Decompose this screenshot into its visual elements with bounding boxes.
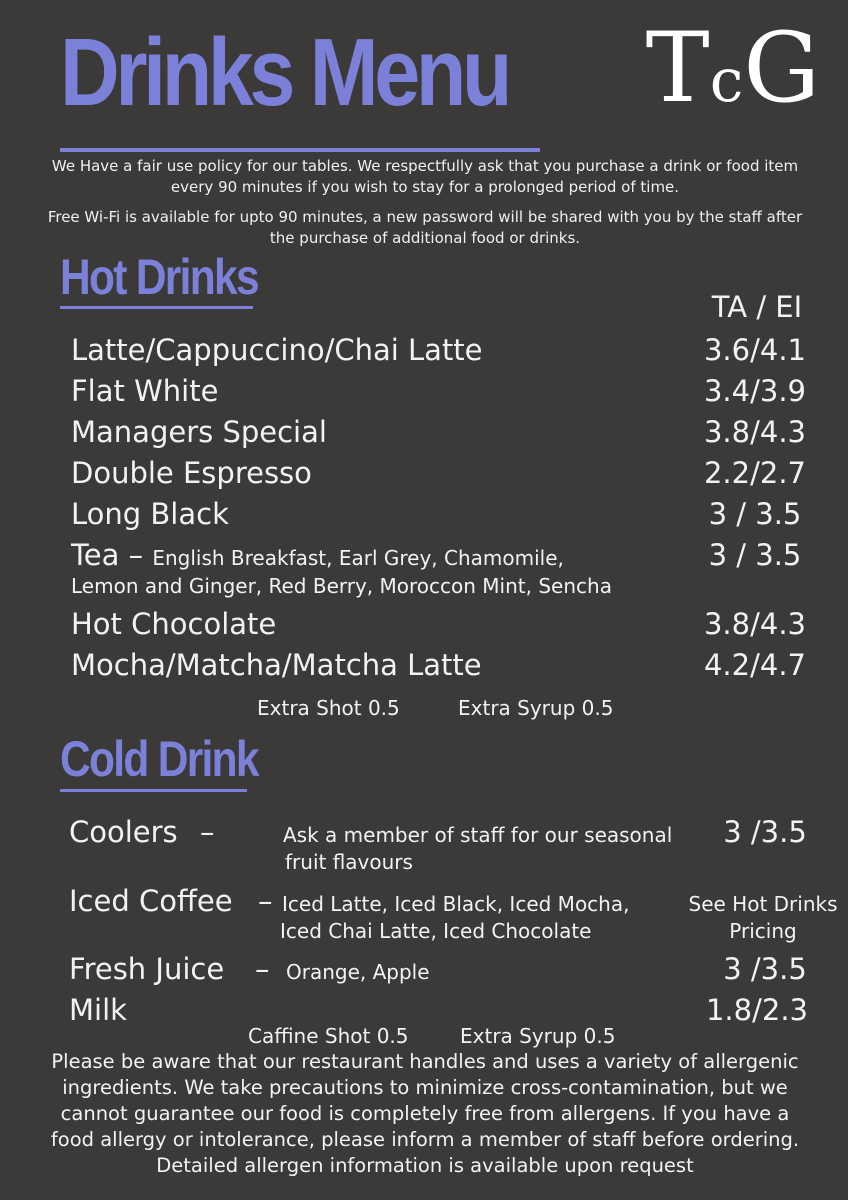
menu-item-price: 3.4/3.9	[703, 374, 806, 408]
menu-item-name: Coolers	[69, 815, 178, 849]
menu-item-tea	[71, 538, 564, 572]
allergy-notice-line: ingredients. We take precautions to minimize cross-contamination, but we	[62, 1076, 788, 1099]
menu-item-name: Double Espresso	[71, 456, 312, 490]
menu-item-name: Latte/Cappuccino/Chai Latte	[71, 333, 483, 367]
menu-item-price: 3 / 3.5	[708, 538, 802, 572]
fresh-juice-description: Orange, Apple	[286, 960, 430, 984]
wifi-policy: Free Wi-Fi is available for upto 90 minutes, a new password will be shared with you by the staff after the purchase of additional food or drinks.	[47, 208, 803, 247]
menu-item-name: Flat White	[71, 374, 219, 408]
hot-drinks-underline	[60, 306, 253, 309]
dash: –	[255, 952, 270, 986]
hot-drinks-heading: Hot Drinks	[60, 249, 258, 305]
menu-item-name: Hot Chocolate	[71, 607, 277, 641]
menu-item-price: 3.8/4.3	[703, 415, 806, 449]
menu-item-price: 2.2/2.7	[703, 456, 806, 490]
dash: –	[119, 538, 153, 572]
menu-item-price: 3 /3.5	[723, 815, 807, 849]
menu-item-price: 1.8/2.3	[705, 993, 808, 1027]
coolers-description: Ask a member of staff for our seasonal	[283, 823, 673, 847]
dash: –	[258, 884, 273, 918]
title-underline	[60, 148, 540, 152]
menu-item-name: Mocha/Matcha/Matcha Latte	[71, 648, 482, 682]
logo-letter-g: G	[743, 12, 820, 124]
menu-item-price: 4.2/4.7	[703, 648, 806, 682]
cold-drink-underline	[60, 789, 247, 792]
dash: –	[200, 815, 215, 849]
extra-syrup: Extra Syrup 0.5	[458, 696, 614, 720]
fair-use-policy: We Have a fair use policy for our tables. We respectfully ask that you purchase a drink or food item every 90 minutes if you wish to stay for a prolonged period of time.	[51, 157, 799, 196]
price-column-header: TA / EI	[711, 290, 803, 324]
allergy-notice-line: Detailed allergen information is available upon request	[156, 1154, 694, 1177]
see-hot-drinks-pricing: See Hot Drinks	[688, 892, 838, 916]
tea-varieties-continued: Lemon and Ginger, Red Berry, Moroccon Mint, Sencha	[71, 574, 612, 598]
coolers-description-continued: fruit flavours	[285, 850, 413, 874]
logo-letter-t: T	[645, 12, 710, 124]
iced-coffee-description-continued: Iced Chai Latte, Iced Chocolate	[280, 919, 592, 943]
extra-shot: Extra Shot 0.5	[257, 696, 400, 720]
menu-item-name: Fresh Juice	[69, 952, 225, 986]
pricing-label: Pricing	[729, 919, 797, 943]
page-title: Drinks Menu	[60, 19, 509, 126]
menu-item-name: Iced Coffee	[69, 884, 233, 918]
menu-item-name: Tea	[71, 538, 120, 572]
extra-syrup: Extra Syrup 0.5	[460, 1024, 616, 1048]
allergy-notice-line: food allergy or intolerance, please inform a member of staff before ordering.	[50, 1128, 800, 1151]
logo-letter-c: c	[709, 46, 744, 116]
caffine-shot: Caffine Shot 0.5	[248, 1024, 409, 1048]
allergy-notice-line: cannot guarantee our food is completely free from allergens. If you have a	[60, 1102, 790, 1125]
menu-item-price: 3 / 3.5	[708, 497, 802, 531]
menu-item-price: 3.8/4.3	[703, 607, 806, 641]
menu-item-name: Milk	[69, 993, 127, 1027]
menu-item-name: Managers Special	[71, 415, 327, 449]
menu-item-price: 3.6/4.1	[703, 333, 806, 367]
cold-drink-heading: Cold Drink	[60, 731, 258, 787]
allergy-notice-line: Please be aware that our restaurant handles and uses a variety of allergenic	[51, 1050, 799, 1073]
tea-varieties: English Breakfast, Earl Grey, Chamomile,	[152, 546, 564, 570]
tcg-logo	[645, 12, 820, 124]
menu-item-name: Long Black	[71, 497, 229, 531]
iced-coffee-description: Iced Latte, Iced Black, Iced Mocha,	[282, 892, 630, 916]
menu-item-price: 3 /3.5	[723, 952, 807, 986]
